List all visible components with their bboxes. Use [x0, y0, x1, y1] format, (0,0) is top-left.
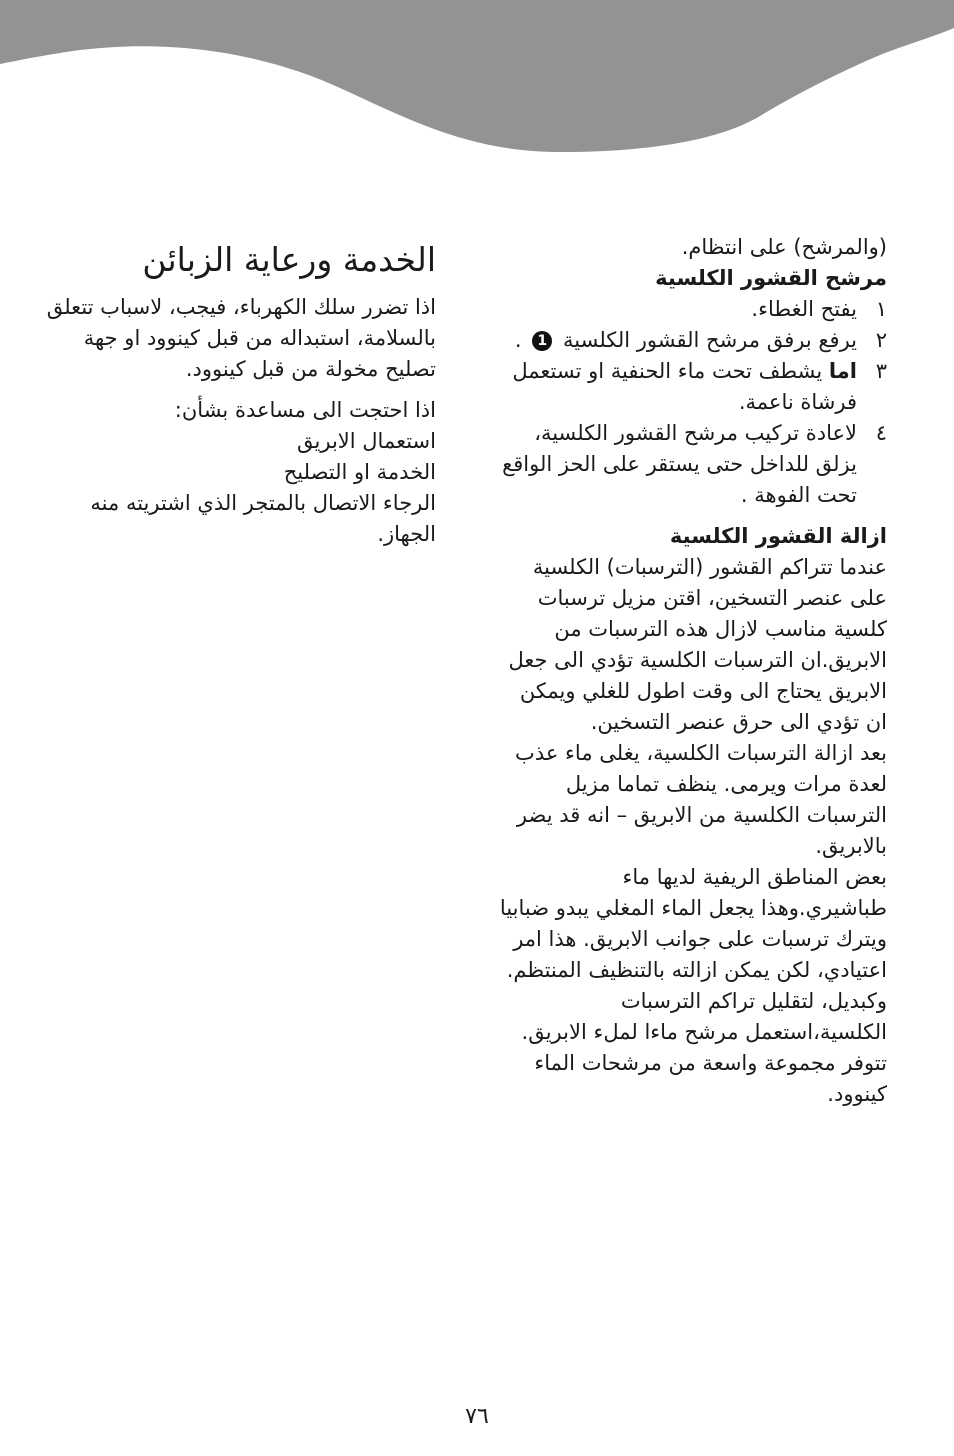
header-wave-decoration: [0, 0, 954, 160]
filter-heading: مرشح القشور الكلسية: [655, 266, 887, 290]
step-text: [492, 325, 857, 356]
step-1: [492, 294, 887, 325]
service-help-item-2: الخدمة او التصليح: [283, 460, 436, 484]
step-number: ١: [875, 297, 887, 321]
page-number: ٧٦: [465, 1404, 489, 1429]
step-4: [492, 418, 887, 511]
descaling-paragraph-1: عندما تتراكم القشور (الترسبات) الكلسية على عنصر التسخين، اقتن مزيل ترسبات كلسية مناسب لازال هذه الترسبات من الابريق.ان الترسبات الكلسية تؤدي الى جعل الابريق يحتاج الى وقت اطول للغلي ويمكن ان تؤدي الى حرق عنصر التسخين.: [508, 555, 887, 734]
header-wave-shape: [0, 0, 954, 152]
step-2: [492, 325, 887, 356]
step-text-bold: اما: [828, 359, 857, 383]
step-text-before: يرفع برفق مرشح القشور الكلسية: [562, 328, 857, 352]
step-text: لاعادة تركيب مرشح القشور الكلسية، يزلق للداخل حتى يستقر على الحز الواقع تحت الفوهة .: [502, 421, 857, 507]
service-help-outro: الرجاء الاتصال بالمتجر الذي اشتريته منه الجهاز.: [90, 491, 436, 546]
filter-and-descaling-column: [492, 232, 887, 1110]
figure-reference-badge: 1: [532, 331, 552, 351]
service-help-intro: اذا احتجت الى مساعدة بشأن:: [174, 398, 436, 422]
descaling-paragraph-2: بعد ازالة الترسبات الكلسية، يغلى ماء عذب لعدة مرات ويرمى. ينظف تماما مزيل الترسبات الكلسية من الابريق – انه قد يضر بالابريق.: [515, 741, 887, 858]
step-text-rest: يشطف تحت ماء الحنفية او تستعمل فرشاة ناعمة.: [512, 359, 857, 414]
step-text: [492, 356, 857, 418]
step-text: يفتح الغطاء.: [751, 297, 857, 321]
step-number: ٣: [875, 359, 887, 383]
service-title: الخدمة ورعاية الزبائن: [142, 240, 436, 279]
intro-line: (والمرشح) على انتظام.: [681, 235, 887, 259]
step-3: [492, 356, 887, 418]
descaling-heading: ازالة القشور الكلسية: [669, 524, 887, 548]
service-column: [40, 236, 436, 550]
service-paragraph-1: اذا تضرر سلك الكهرباء، فيجب، لاسباب تتعلق بالسلامة، استبداله من قبل كينوود او جهة تصليح مخولة من قبل كينوود.: [46, 295, 436, 381]
step-number: ٢: [875, 328, 887, 352]
descaling-paragraph-3: بعض المناطق الريفية لديها ماء طباشيري.وهذا يجعل الماء المغلي يبدو ضبابيا ويترك ترسبات على جوانب الابريق. هذا امر اعتيادي، لكن يمكن ازالته بالتنظيف المنتظم.: [499, 865, 887, 982]
step-text-after: .: [514, 328, 522, 352]
descaling-paragraph-4: وكبديل، لتقليل تراكم الترسبات الكلسية،استعمل مرشح ماءا لملء الابريق. تتوفر مجموعة واسعة من مرشحات الماء كينوود.: [521, 989, 887, 1106]
service-help-item-1: استعمال الابريق: [297, 429, 436, 453]
step-number: ٤: [875, 421, 887, 445]
